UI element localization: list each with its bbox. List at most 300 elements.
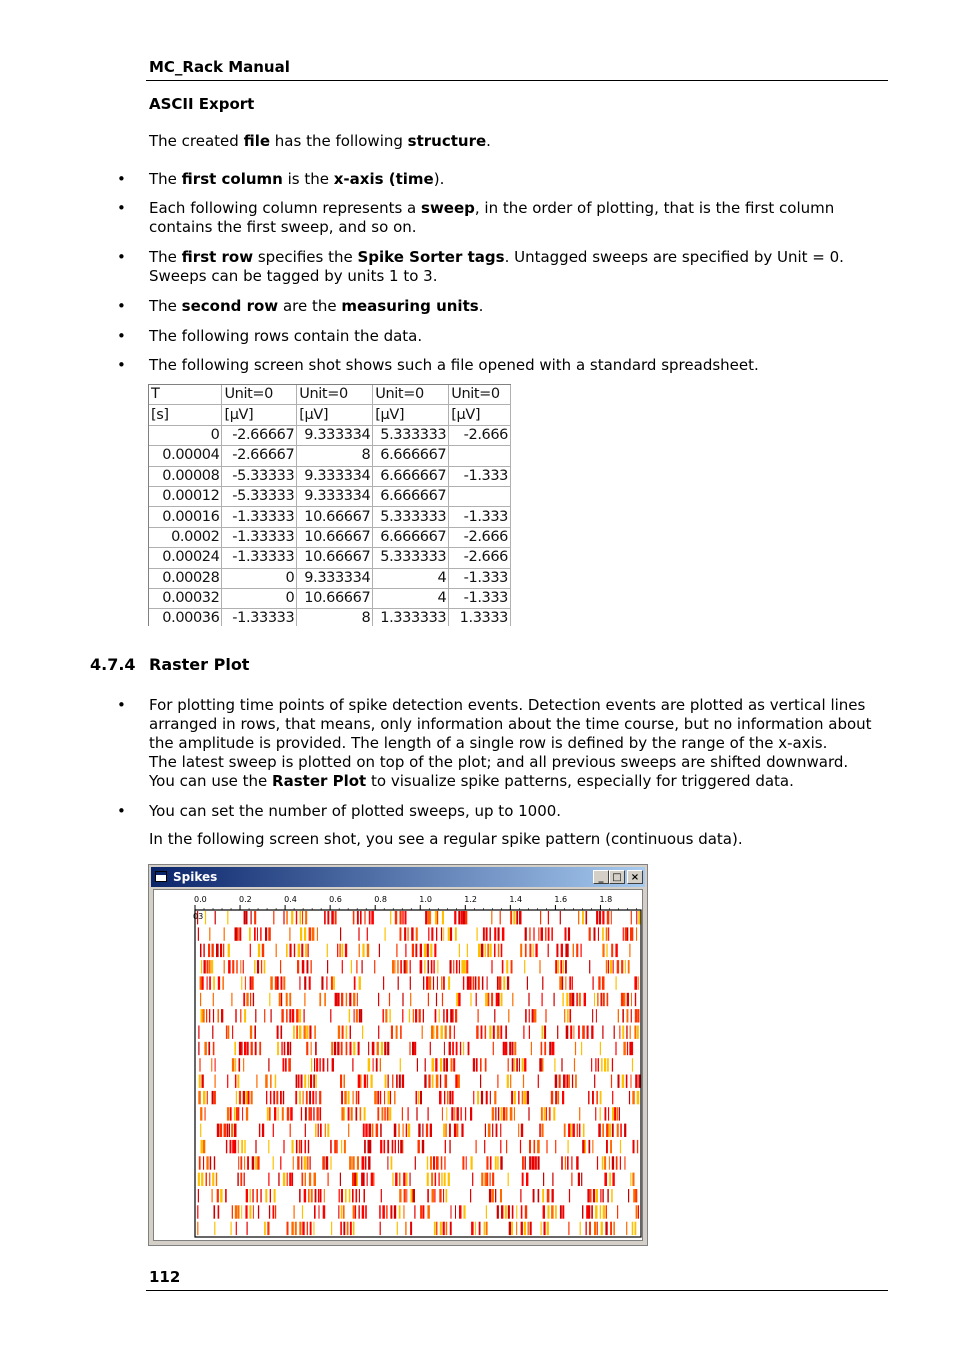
spike-event — [274, 1189, 276, 1202]
spike-event — [399, 1173, 401, 1186]
spike-event — [500, 911, 501, 924]
spike-event — [392, 1075, 393, 1088]
spike-event — [595, 1058, 596, 1071]
spike-event — [315, 1124, 317, 1137]
spike-event — [490, 927, 491, 940]
spike-event — [315, 1075, 316, 1088]
spike-event — [270, 1091, 272, 1104]
spike-event — [537, 1140, 540, 1153]
spike-event — [265, 1075, 268, 1088]
spike-event — [412, 1042, 415, 1055]
spike-event — [424, 960, 425, 973]
spike-event — [295, 1222, 297, 1235]
spike-event — [586, 911, 588, 924]
spike-event — [626, 1222, 627, 1235]
spike-event — [312, 927, 315, 940]
spike-event — [389, 993, 390, 1006]
spike-event — [255, 1140, 256, 1153]
spreadsheet-cell: 9.333334 — [297, 425, 373, 445]
spike-event — [621, 960, 623, 973]
spike-event — [285, 1058, 287, 1071]
spike-event — [581, 1042, 582, 1055]
spike-event — [422, 1140, 424, 1153]
spike-event — [444, 1042, 445, 1055]
spike-event — [483, 927, 485, 940]
spike-event — [453, 960, 454, 973]
spike-event — [379, 944, 380, 957]
spreadsheet-cell: 0 — [222, 568, 297, 588]
spike-event — [252, 1156, 255, 1169]
spike-event — [594, 927, 596, 940]
spike-event — [529, 1140, 531, 1153]
spike-event — [380, 1140, 382, 1153]
spike-event — [636, 927, 637, 940]
spike-event — [410, 993, 411, 1006]
spike-event — [561, 1156, 563, 1169]
spike-event — [592, 1140, 593, 1153]
spike-event — [215, 1058, 216, 1071]
spreadsheet-row — [149, 527, 511, 547]
spike-event — [244, 1042, 246, 1055]
spike-event — [199, 1156, 201, 1169]
spike-event — [582, 1140, 585, 1153]
spike-event — [324, 1189, 325, 1202]
spike-event — [206, 1009, 207, 1022]
spike-event — [473, 1058, 475, 1071]
x-tick-label: 1.4 — [509, 895, 523, 904]
spreadsheet-cell: [µV] — [449, 405, 511, 425]
spike-event — [341, 1189, 343, 1202]
spike-event — [255, 1156, 257, 1169]
spike-event — [547, 1222, 549, 1235]
spike-event — [347, 1222, 349, 1235]
spike-event — [435, 1173, 437, 1186]
spike-event — [200, 1124, 201, 1137]
spike-event — [606, 944, 607, 957]
spike-event — [253, 993, 254, 1006]
spike-event — [570, 1009, 572, 1022]
spike-event — [360, 911, 362, 924]
spike-event — [385, 1075, 387, 1088]
spreadsheet-cell: Unit=0 — [222, 385, 297, 405]
spike-event — [356, 1009, 358, 1022]
spikes-window[interactable] — [148, 864, 648, 1246]
close-button[interactable]: × — [627, 870, 643, 884]
spike-event — [345, 1189, 347, 1202]
spike-event — [211, 960, 213, 973]
intro-paragraph: The created file has the following structure. — [149, 132, 491, 150]
spike-event — [273, 1156, 274, 1169]
spike-event — [350, 1026, 351, 1039]
spike-event — [523, 1026, 524, 1039]
spike-event — [404, 960, 406, 973]
spike-event — [198, 1042, 199, 1055]
spike-event — [455, 1205, 456, 1218]
spike-event — [601, 1058, 603, 1071]
spike-event — [353, 1205, 355, 1218]
spike-event — [464, 960, 466, 973]
spike-event — [501, 993, 503, 1006]
spike-event — [358, 1075, 360, 1088]
spike-event — [529, 1156, 531, 1169]
spike-event — [519, 1058, 520, 1071]
spreadsheet-cell: 10.66667 — [297, 588, 373, 608]
spike-event — [288, 1058, 291, 1071]
spike-event — [215, 911, 216, 924]
spike-event — [569, 1189, 570, 1202]
spike-event — [612, 1124, 614, 1137]
spike-event — [364, 1189, 366, 1202]
spike-event — [400, 960, 402, 973]
spike-event — [428, 1107, 429, 1120]
spike-event — [304, 1156, 306, 1169]
spike-event — [318, 1189, 320, 1202]
spike-event — [454, 1026, 455, 1039]
x-tick-label: 0.8 — [374, 895, 387, 904]
spike-event — [396, 1026, 398, 1039]
spike-event — [466, 960, 468, 973]
spike-event — [606, 927, 608, 940]
spike-event — [540, 911, 541, 924]
spike-event — [493, 1042, 494, 1055]
spike-event — [415, 1009, 417, 1022]
spike-event — [433, 960, 434, 973]
spike-event — [309, 927, 312, 940]
spike-event — [304, 1075, 306, 1088]
spike-event — [528, 1222, 529, 1235]
window-titlebar[interactable] — [151, 867, 645, 887]
spike-event — [592, 1009, 593, 1022]
spike-event — [547, 1189, 550, 1202]
spike-event — [617, 1124, 619, 1137]
spike-event — [409, 1042, 410, 1055]
spike-event — [230, 1140, 232, 1153]
spike-event — [207, 1091, 208, 1104]
spike-event — [403, 1124, 404, 1137]
spike-event — [512, 1205, 514, 1218]
spike-event — [400, 927, 402, 940]
spike-event — [454, 1107, 455, 1120]
spike-event — [627, 993, 629, 1006]
spike-event — [447, 1091, 449, 1104]
spike-event — [459, 960, 460, 973]
spreadsheet-cell: 0.00036 — [149, 609, 222, 626]
spike-event — [417, 1058, 418, 1071]
spike-event — [291, 911, 293, 924]
spike-event — [575, 1075, 577, 1088]
bullet-raster-description: For plotting time points of spike detection events. Detection events are plotted as vertical lines arranged in rows, that means, only information about the time course, but no information about the amplitude is provided. The length of a single row is defined by the range of the x-axis. The latest sweep is plotted on top of the plot; and all previous sweeps are shifted downward. You can use the Raster Plot to visualize spike patterns, especially for triggered data. — [149, 696, 872, 790]
spike-event — [311, 1107, 312, 1120]
spike-event — [412, 944, 414, 957]
spike-event — [243, 993, 245, 1006]
spike-event — [305, 1140, 307, 1153]
spike-event — [320, 1124, 322, 1137]
spike-event — [539, 960, 540, 973]
spike-event — [600, 1042, 601, 1055]
spike-event — [398, 1140, 399, 1153]
spike-event — [501, 944, 503, 957]
spike-event — [209, 1009, 210, 1022]
spreadsheet-cell: 10.66667 — [297, 527, 373, 547]
spike-event — [598, 976, 600, 989]
spike-event — [330, 1156, 331, 1169]
spike-event — [331, 976, 333, 989]
spike-event — [436, 927, 437, 940]
spike-event — [552, 1189, 554, 1202]
spike-event — [482, 976, 484, 989]
spike-event — [628, 960, 630, 973]
spike-event — [197, 1205, 198, 1218]
spike-event — [516, 1058, 518, 1071]
spike-event — [365, 1124, 367, 1137]
spike-event — [297, 1156, 299, 1169]
x-tick-label: 1.2 — [464, 895, 478, 904]
spike-event — [251, 1091, 253, 1104]
spike-event — [542, 1026, 544, 1039]
spike-event — [542, 1058, 544, 1071]
spike-event — [317, 927, 318, 940]
spike-event — [600, 1189, 601, 1202]
spike-event — [591, 1058, 592, 1071]
spike-event — [402, 1140, 403, 1153]
spike-event — [608, 960, 609, 973]
spike-event — [250, 993, 251, 1006]
spreadsheet-cell: 0.00024 — [149, 548, 222, 568]
spike-event — [529, 1026, 530, 1039]
spike-event — [269, 1205, 270, 1218]
spike-event — [588, 1205, 590, 1218]
spike-event — [405, 1222, 406, 1235]
spike-event — [305, 911, 307, 924]
spike-event — [516, 1222, 517, 1235]
spike-event — [433, 1156, 435, 1169]
spike-event — [324, 911, 326, 924]
spike-event — [615, 944, 617, 957]
spike-event — [351, 960, 352, 973]
spike-event — [526, 1173, 528, 1186]
spike-event — [607, 1058, 609, 1071]
spike-event — [305, 1173, 306, 1186]
spike-event — [476, 1058, 478, 1071]
spike-event — [397, 1222, 398, 1235]
spreadsheet-row — [149, 405, 511, 425]
spike-event — [358, 1042, 360, 1055]
spike-event — [434, 1222, 436, 1235]
spike-event — [602, 1156, 604, 1169]
spike-event — [450, 960, 452, 973]
spike-event — [368, 1156, 370, 1169]
spike-event — [224, 960, 225, 973]
spike-event — [591, 1026, 593, 1039]
spike-event — [293, 1026, 295, 1039]
spike-event — [208, 944, 210, 957]
spike-event — [239, 1058, 241, 1071]
spike-event — [480, 1058, 482, 1071]
spike-event — [527, 1091, 529, 1104]
spike-event — [319, 1091, 321, 1104]
spike-event — [530, 1222, 532, 1235]
spike-event — [269, 993, 270, 1006]
spike-event — [612, 1091, 613, 1104]
spike-event — [635, 1075, 637, 1088]
spike-event — [290, 944, 292, 957]
spike-event — [264, 960, 266, 973]
spike-event — [481, 1091, 483, 1104]
spike-event — [616, 1156, 618, 1169]
spike-event — [629, 944, 630, 957]
spike-event — [621, 993, 624, 1006]
spike-event — [277, 1026, 279, 1039]
spike-event — [599, 911, 601, 924]
spike-event — [287, 1107, 290, 1120]
spike-event — [603, 1205, 606, 1218]
spike-event — [246, 993, 248, 1006]
spike-event — [302, 1205, 303, 1218]
spike-event — [344, 1091, 346, 1104]
spike-event — [349, 1009, 350, 1022]
spike-event — [259, 1042, 261, 1055]
spike-event — [380, 1091, 381, 1104]
spike-event — [427, 1156, 428, 1169]
spike-event — [420, 1205, 422, 1218]
spreadsheet-screenshot — [148, 384, 511, 626]
spreadsheet-row — [149, 588, 511, 608]
spike-event — [442, 1107, 443, 1120]
spike-event — [500, 1124, 501, 1137]
spike-event — [473, 976, 474, 989]
spike-event — [607, 993, 609, 1006]
spike-event — [356, 1173, 358, 1186]
spike-event — [237, 927, 239, 940]
spike-event — [241, 1205, 242, 1218]
spike-event — [367, 1173, 368, 1186]
spreadsheet-cell: -2.666 — [449, 548, 511, 568]
spike-event — [607, 911, 610, 924]
spike-event — [339, 944, 341, 957]
spike-event — [309, 1091, 311, 1104]
spike-event — [617, 1205, 618, 1218]
spike-event — [489, 1189, 491, 1202]
spike-event — [478, 944, 481, 957]
page-number: 112 — [149, 1268, 181, 1286]
maximize-button[interactable]: □ — [609, 870, 625, 884]
spike-event — [542, 993, 543, 1006]
spike-event — [544, 1042, 546, 1055]
spike-event — [382, 1205, 385, 1218]
spike-event — [572, 1124, 575, 1137]
spike-event — [405, 944, 406, 957]
spike-event — [590, 1189, 591, 1202]
spike-event — [398, 976, 399, 989]
spike-event — [349, 1189, 351, 1202]
spike-event — [439, 1091, 442, 1104]
spike-event — [477, 927, 478, 940]
spike-event — [606, 1140, 608, 1153]
spike-event — [292, 1173, 293, 1186]
spike-event — [331, 1222, 332, 1235]
spike-event — [380, 1222, 381, 1235]
spike-event — [441, 976, 442, 989]
spike-event — [600, 1205, 601, 1218]
spike-event — [377, 1091, 379, 1104]
spike-event — [430, 1042, 431, 1055]
bullet-marker: • — [117, 170, 126, 188]
spike-event — [408, 1107, 409, 1120]
spike-event — [261, 960, 262, 973]
spreadsheet-cell: -1.333 — [449, 466, 511, 486]
spike-event — [546, 1107, 547, 1120]
spreadsheet-cell: 0.00032 — [149, 588, 222, 608]
minimize-button[interactable]: _ — [593, 870, 609, 884]
spike-event — [327, 944, 328, 957]
spike-event — [410, 960, 411, 973]
spike-event — [456, 1042, 458, 1055]
spike-event — [415, 1156, 416, 1169]
spike-event — [228, 960, 231, 973]
spike-event — [283, 1173, 285, 1186]
spike-event — [278, 1173, 279, 1186]
spike-event — [436, 1222, 437, 1235]
spike-event — [512, 993, 513, 1006]
spike-event — [606, 1205, 607, 1218]
spike-event — [201, 960, 202, 973]
spike-event — [406, 1124, 407, 1137]
spike-event — [361, 1009, 362, 1022]
spike-event — [377, 1107, 379, 1120]
spike-event — [328, 1173, 329, 1186]
spike-event — [206, 1156, 208, 1169]
spike-event — [348, 1124, 349, 1137]
spike-event — [341, 1091, 343, 1104]
spike-event — [212, 944, 214, 957]
spike-event — [212, 1173, 214, 1186]
spike-event — [222, 976, 224, 989]
spike-event — [562, 1091, 564, 1104]
spike-event — [471, 1222, 474, 1235]
spike-event — [271, 1009, 272, 1022]
spike-event — [604, 1156, 606, 1169]
spike-event — [461, 1124, 463, 1137]
spike-event — [505, 1042, 507, 1055]
spike-event — [548, 927, 550, 940]
spike-event — [443, 1189, 444, 1202]
spike-event — [416, 1091, 418, 1104]
spike-event — [507, 976, 509, 989]
spike-event — [420, 960, 423, 973]
spike-event — [373, 1058, 374, 1071]
spike-event — [308, 1140, 309, 1153]
spike-event — [566, 993, 568, 1006]
spike-event — [541, 1222, 542, 1235]
spike-event — [239, 1042, 241, 1055]
spike-event — [203, 1140, 205, 1153]
spike-event — [342, 960, 343, 973]
spike-event — [520, 944, 522, 957]
spreadsheet-row — [149, 507, 511, 527]
spike-event — [299, 1222, 301, 1235]
spike-event — [236, 960, 237, 973]
spike-event — [309, 1107, 311, 1120]
spike-event — [610, 1140, 612, 1153]
spike-event — [301, 1140, 302, 1153]
spreadsheet-cell: 0.00012 — [149, 486, 222, 506]
spike-event — [394, 1091, 395, 1104]
spike-event — [256, 1189, 258, 1202]
spike-event — [513, 911, 515, 924]
spike-event — [492, 1107, 494, 1120]
spreadsheet-row — [149, 446, 511, 466]
spreadsheet-cell: -5.33333 — [222, 466, 297, 486]
